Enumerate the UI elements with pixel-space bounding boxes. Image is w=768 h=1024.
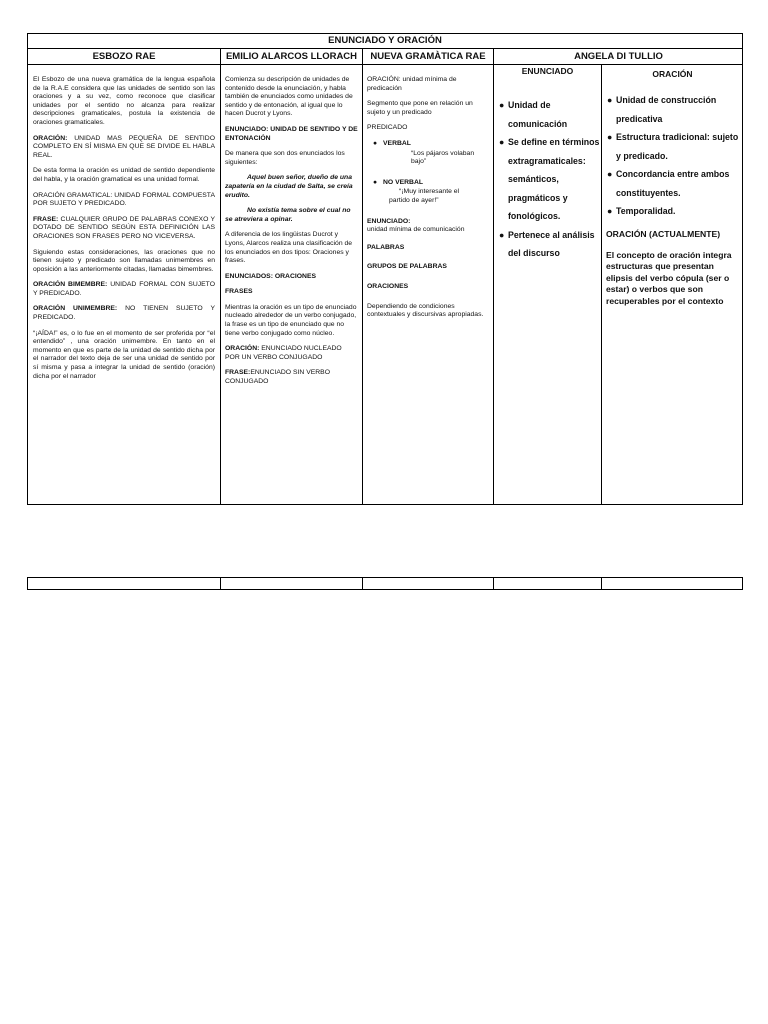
example-sentence: “¡Muy interesante el partido de ayer!” — [389, 188, 460, 204]
paragraph: FRASE:ENUNCIADO SIN VERBO CONJUGADO — [225, 369, 330, 386]
header-nueva-gramatica: NUEVA GRAMÀTICA RAE — [370, 51, 486, 62]
paragraph: De esta forma la oración es unidad de sentido dependiente del habla, y la oración gramatical es una unidad formal. — [33, 167, 215, 183]
paragraph: A diferencia de los lingüistas Ducrot y Lyons, Alarcos realiza una clasificación de los enunciados en dos tipos: Oraciones y frases. — [225, 231, 353, 265]
paragraph: “¡AÍDA!” es, o lo fue en el momento de ser proferida por “el entendido” , una oración unimembre. En tanto en el momento en que es parte de la unidad de sentido dicha por el narrador del texto deja de ser una unidad de sentido por sí misma y pasa a integrar la unidad de sentido (oración) dicha por el narrador — [33, 329, 215, 380]
list-item: ● Temporalidad. — [606, 202, 740, 221]
paragraph: ORACIÓN: unidad mínima de predicación — [367, 76, 457, 92]
col-esbozo-rae — [33, 76, 215, 388]
list-item: ● Concordancia entre ambos constituyentes. — [606, 165, 740, 202]
paragraph: ENUNCIADO: UNIDAD DE SENTIDO Y DE ENTONACIÓN — [225, 125, 358, 142]
col-divider-4 — [601, 64, 602, 504]
list-item: ● Unidad de construcción predicativa — [606, 91, 740, 128]
example-sentence: Aquel buen señor, dueño de una zapatería en la ciudad de Salta, se creía erudito. — [225, 174, 353, 199]
paragraph: ORACIÓN UNIMEMBRE: NO TIENEN SUJETO Y PREDICADO. — [33, 305, 215, 322]
bullet-icon: ● — [607, 132, 613, 142]
paragraph: ORACIÓN BIMEMBRE: UNIDAD FORMAL CON SUJETO Y PREDICADO. — [33, 281, 215, 297]
header-esbozo-rae: ESBOZO RAE — [92, 51, 156, 62]
col-divider-1 — [220, 48, 221, 504]
paragraph: ORACIÓN: ENUNCIADO NUCLEADO POR UN VERBO CONJUGADO — [225, 345, 342, 361]
col-divider-4 — [601, 578, 602, 589]
col-divider-3 — [493, 48, 494, 504]
list-item: ● Estructura tradicional: sujeto y predicado. — [606, 128, 740, 165]
col-enunciado — [498, 96, 600, 263]
col-divider-3 — [493, 578, 494, 589]
paragraph: El Esbozo de una nueva gramática de la lengua española de la R.A.E considera que las unidades de sentido son las oraciones y a su vez, como reconoce que clasificar unidades por el sentido no alcanza para realizar descripciones gramaticales, postula la existencia de oraciones gramaticales. — [33, 76, 215, 126]
example-sentence: “Los pájaros volaban bajo” — [411, 149, 475, 166]
paragraph: ENUNCIADOS: ORACIONES — [225, 272, 317, 280]
col-nueva-gramatica — [367, 76, 490, 327]
paragraph: ENUNCIADO: unidad mínima de comunicación — [367, 217, 465, 234]
paragraph: Dependiendo de condiciones contextuales y discursivas apropiadas. — [367, 302, 484, 319]
paragraph: ORACIÓN: UNIDAD MAS PEQUEÑA DE SENTIDO COMPLETO EN SÍ MISMA EN QUE SE DIVIDE EL HABLA REAL. — [33, 134, 215, 159]
section-heading: ORACIÓN (ACTUALMENTE) — [606, 228, 721, 239]
bullet-icon: ● — [499, 137, 505, 147]
paragraph: FRASES — [225, 288, 253, 296]
main-table — [27, 33, 743, 505]
header-angela-di-tullio: ANGELA DI TULLIO — [574, 51, 663, 62]
empty-table-row — [27, 577, 743, 590]
bullet-icon: ● — [373, 139, 378, 147]
col-divider-1 — [220, 578, 221, 589]
paragraph: Mientras la oración es un tipo de enunciado nucleado alrededor de un verbo conjugado, la frase es un tipo de enunciado que no tiene verbo conjugado como núcleo. — [225, 303, 357, 337]
paragraph: Comienza su descripción de unidades de contenido desde la enunciación, y habla también de enunciados como unidades de sentido y de entonación, al igual que lo hacen Ducrot y Lyons. — [225, 76, 353, 118]
table-title: ENUNCIADO Y ORACIÓN — [328, 35, 442, 46]
example-sentence: No existía tema sobre el cual no se atreviera a opinar. — [225, 207, 351, 223]
col-divider-2 — [362, 48, 363, 504]
bullet-icon: ● — [373, 178, 378, 186]
paragraph: De manera que son dos enunciados los siguientes: — [225, 150, 345, 166]
header-divider — [28, 64, 742, 65]
subheader-oracion: ORACIÓN — [652, 69, 693, 79]
bullet-icon: ● — [607, 95, 613, 105]
paragraph: Segmento que pone en relación un sujeto y un predicado — [367, 100, 473, 116]
col-oracion — [606, 91, 740, 307]
list-item: ● Se define en términos extragramaticales: semánticos, pragmáticos y fonológicos. — [498, 133, 600, 226]
paragraph: ORACIONES — [367, 282, 409, 290]
paragraph: FRASE: CUALQUIER GRUPO DE PALABRAS CONEXO Y DOTADO DE SENTIDO SEGÚN ESTA DEFINICIÓN LAS ORACIONES SON FRASES PERO NO VICEVERSA. — [33, 215, 215, 240]
col-divider-2 — [362, 578, 363, 589]
bullet-icon: ● — [607, 206, 613, 216]
bullet-icon: ● — [607, 169, 613, 179]
paragraph: Siguiendo estas consideraciones, las oraciones que no tienen sujeto y predicado son llamadas unimembres en oposición a las anteriormente citadas, llamadas bimembres. — [33, 248, 215, 273]
bullet-icon: ● — [499, 229, 505, 240]
paragraph: ORACIÓN GRAMATICAL: UNIDAD FORMAL COMPUESTA POR SUJETO Y PREDICADO. — [33, 191, 215, 208]
subheader-enunciado: ENUNCIADO — [521, 66, 574, 76]
paragraph: PREDICADO — [367, 124, 408, 132]
paragraph: El concepto de oración integra estructuras que presentan elipsis del verbo cópula (ser o estar) o verbos que son recuperables por el contexto — [606, 249, 732, 306]
list-item: ● Pertenece al análisis del discurso — [498, 226, 600, 263]
col-emilio-alarcos — [225, 76, 358, 394]
paragraph: GRUPOS DE PALABRAS — [367, 263, 447, 271]
list-item: ● VERBAL “Los pájaros volaban bajo” — [367, 140, 490, 167]
list-item: ● NO VERBAL “¡Muy interesante el partido de ayer!” — [367, 179, 490, 206]
header-emilio-alarcos: EMILIO ALARCOS LLORACH — [225, 51, 358, 62]
bullet-icon: ● — [499, 100, 505, 110]
list-item: ● Unidad de comunicación — [498, 96, 600, 133]
paragraph: PALABRAS — [367, 243, 405, 251]
